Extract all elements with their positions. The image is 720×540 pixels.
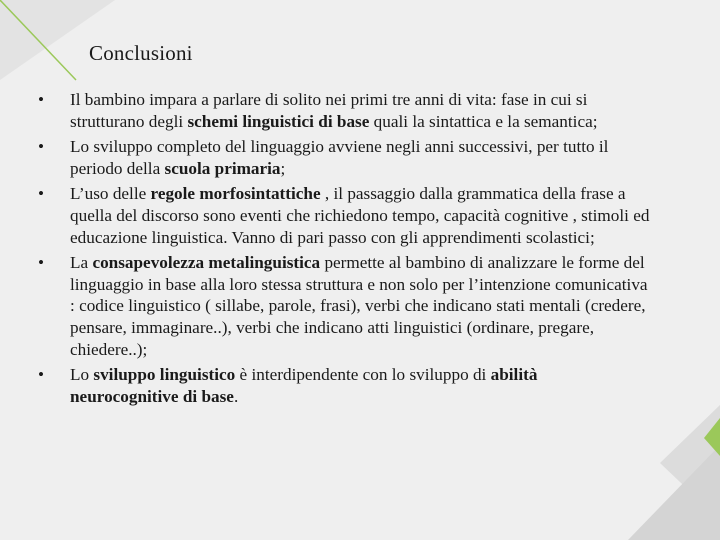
bullet-text-bold: abilità neurocognitive di base <box>70 365 538 406</box>
bullet-dot-icon: • <box>38 137 45 157</box>
bullet-text: è interdipendente con lo sviluppo di <box>235 365 491 385</box>
bullet-item <box>38 183 650 248</box>
slide-title: Conclusioni <box>89 41 193 65</box>
bullet-text: quali la sintattica e la semantica; <box>369 111 598 131</box>
bullet-item <box>38 136 650 179</box>
bullet-text-bold: regole morfosintattiche <box>150 184 321 204</box>
bullet-item <box>38 89 650 132</box>
bullet-text-bold: scuola primaria <box>164 158 281 178</box>
bullet-item <box>38 364 650 407</box>
bullet-text: La <box>70 253 93 273</box>
bullet-dot-icon: • <box>38 90 45 109</box>
bullet-list <box>38 89 650 411</box>
bullet-text: Lo sviluppo completo del linguaggio avviene negli anni successivi, per tutto il periodo della <box>70 137 609 178</box>
bullet-dot-icon: • <box>38 253 45 273</box>
bullet-dot-icon: • <box>38 184 45 204</box>
bullet-text-bold: schemi linguistici di base <box>187 111 370 131</box>
bullet-text: L’uso delle <box>70 184 151 204</box>
bullet-text: . <box>233 386 239 406</box>
bullet-text: ; <box>280 158 286 178</box>
bullet-item <box>38 252 650 360</box>
bullet-text: Lo <box>70 365 94 385</box>
bullet-text: , il passaggio dalla grammatica della frase a quella del discorso sono eventi che richiedono tempo, capacità cognitive , stimoli ed educazione linguistica. Vanno di pari passo con gli apprendimenti scolastici; <box>70 184 650 247</box>
bullet-text: permette al bambino di analizzare le forme del linguaggio in base alla loro stessa struttura e non solo per l’intenzione comunicativa : codice linguistico ( sillabe, parole, frasi), verbi che indicano stati mentali (credere, pensare, immaginare..), verbi che indicano atti linguistici (ordinare, pregare, chiedere..); <box>70 253 648 359</box>
bullet-dot-icon: • <box>38 365 45 385</box>
bullet-text-bold: sviluppo linguistico <box>93 365 236 385</box>
bullet-text: Il bambino impara a parlare di solito nei primi tre anni di vita: fase in cui si strutturano degli <box>70 90 588 131</box>
bullet-text-bold: consapevolezza metalinguistica <box>92 253 321 273</box>
